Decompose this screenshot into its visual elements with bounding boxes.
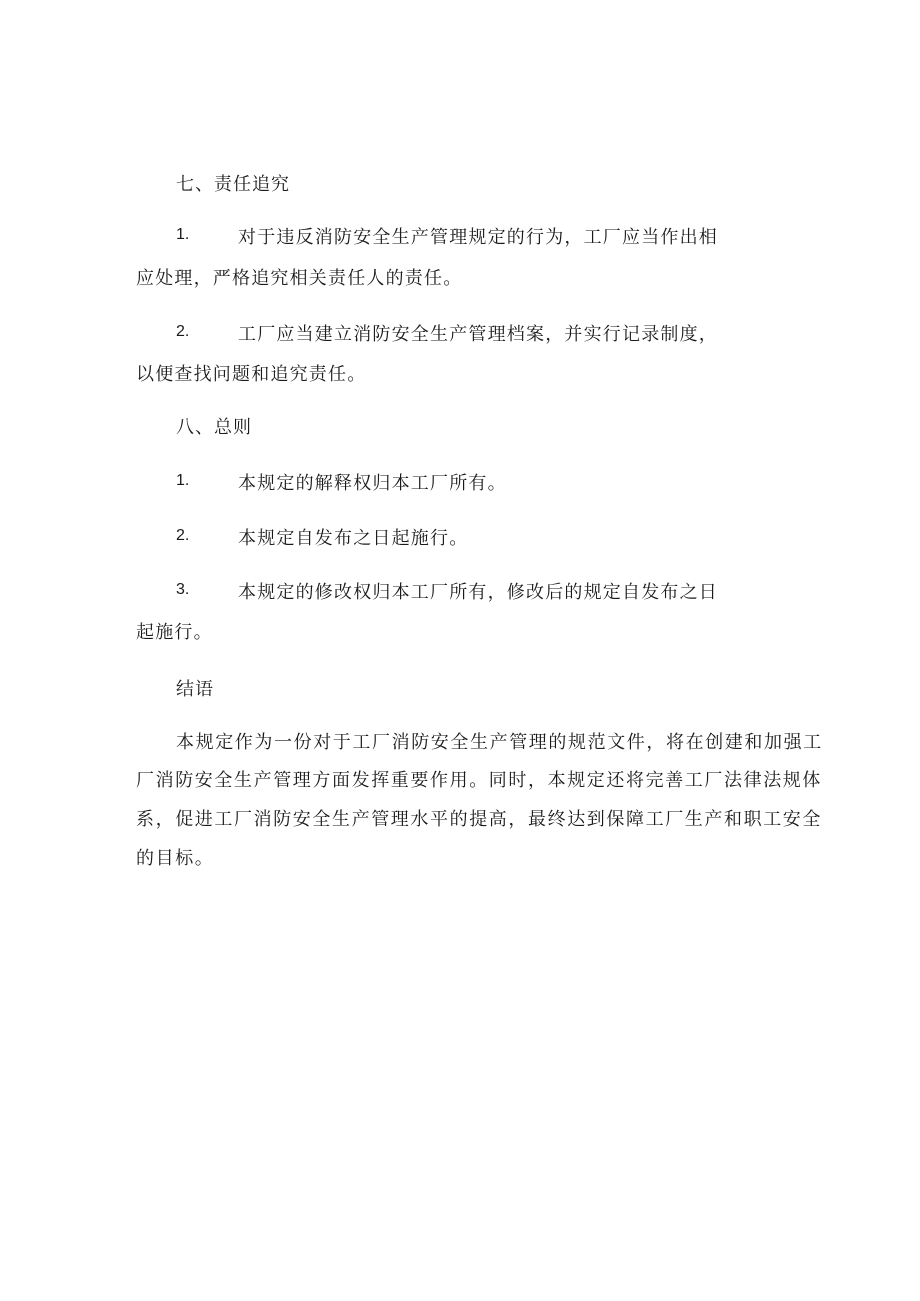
- section-8-item-3-line-1: 本规定的修改权归本工厂所有，修改后的规定自发布之日: [238, 582, 718, 603]
- conclusion-line-3: 系，促进工厂消防安全生产管理水平的提高，最终达到保障工厂生产和职工安全: [136, 809, 822, 830]
- section-8-item-2-number: 2.: [176, 527, 190, 544]
- section-8-item-1-line-1: 本规定的解释权归本工厂所有。: [238, 473, 507, 494]
- section-8-heading: 八、总则: [176, 417, 252, 438]
- section-7-item-1-line-1: 对于违反消防安全生产管理规定的行为，工厂应当作出相: [238, 227, 718, 248]
- section-7-item-1-line-2: 应处理，严格追究相关责任人的责任。: [136, 268, 463, 289]
- section-8-item-2-line-1: 本规定自发布之日起施行。: [238, 528, 469, 549]
- section-7-item-2-line-2: 以便查找问题和追究责任。: [136, 364, 367, 385]
- section-8-item-3-number: 3.: [176, 581, 190, 598]
- section-7-item-1-number: 1.: [176, 226, 190, 243]
- conclusion-line-2: 厂消防安全生产管理方面发挥重要作用。同时，本规定还将完善工厂法律法规体: [136, 770, 822, 791]
- section-7-item-2-line-1: 工厂应当建立消防安全生产管理档案，并实行记录制度，: [238, 324, 718, 345]
- conclusion-line-1: 本规定作为一份对于工厂消防安全生产管理的规范文件，将在创建和加强工: [176, 732, 823, 753]
- section-7-heading: 七、责任追究: [176, 174, 290, 195]
- section-7-item-2-number: 2.: [176, 323, 190, 340]
- conclusion-line-4: 的目标。: [136, 848, 215, 869]
- conclusion-heading: 结语: [176, 679, 214, 700]
- section-8-item-3-line-2: 起施行。: [136, 622, 213, 643]
- section-8-item-1-number: 1.: [176, 472, 190, 489]
